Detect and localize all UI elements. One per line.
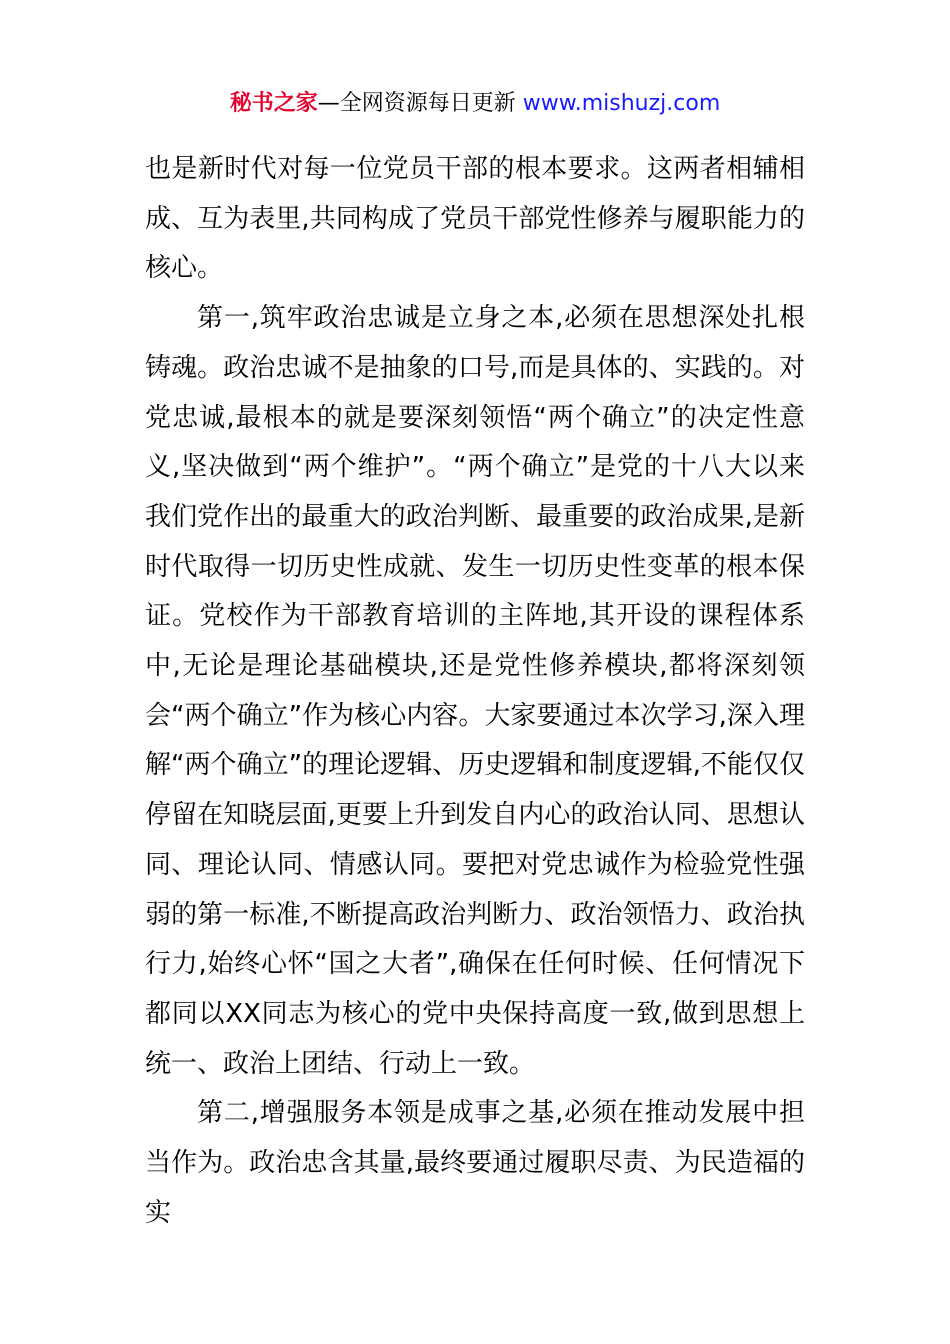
brand-name: 秘书之家 <box>229 91 318 116</box>
paragraph-continuation: 也是新时代对每一位党员干部的根本要求。这两者相辅相成、互为表里,共同构成了党员干部党性修养与履职能力的核心。 <box>145 154 805 284</box>
paragraph-second-point: 第二,增强服务本领是成事之基,必须在推动发展中担当作为。政治忠含其量,最终要通过履职尽责、为民造福的实 <box>145 1098 805 1228</box>
paragraph-first-point: 第一,筑牢政治忠诚是立身之本,必须在思想深处扎根铸魂。政治忠诚不是抽象的口号,而是具体的、实践的。对党忠诚,最根本的就是要深刻领悟“两个确立”的决定性意义,坚决做到“两个维护”。“两个确立”是党的十八大以来我们党作出的最重大的政治判断、最重要的政治成果,是新时代取得一切历史性成就、发生一切历史性变革的根本保证。党校作为干部教育培训的主阵地,其开设的课程体系中,无论是理论基础模块,还是党性修养模块,都将深刻领会“两个确立”作为核心内容。大家要通过本次学习,深入理解“两个确立”的理论逻辑、历史逻辑和制度逻辑,不能仅仅停留在知晓层面,更要上升到发自内心的政治认同、思想认同、理论认同、情感认同。要把对党忠诚作为检验党性强弱的第一标准,不断提高政治判断力、政治领悟力、政治执行力,始终心怀“国之大者”,确保在任何时候、任何情况下都同以XX同志为核心的党中央保持高度一致,做到思想上统一、政治上团结、行动上一致。 <box>145 303 805 1079</box>
document-body <box>145 145 805 1238</box>
page-header <box>0 84 950 124</box>
site-url-link[interactable]: www.mishuzj.com <box>522 91 721 116</box>
header-tagline: —全网资源每日更新 <box>317 91 516 116</box>
